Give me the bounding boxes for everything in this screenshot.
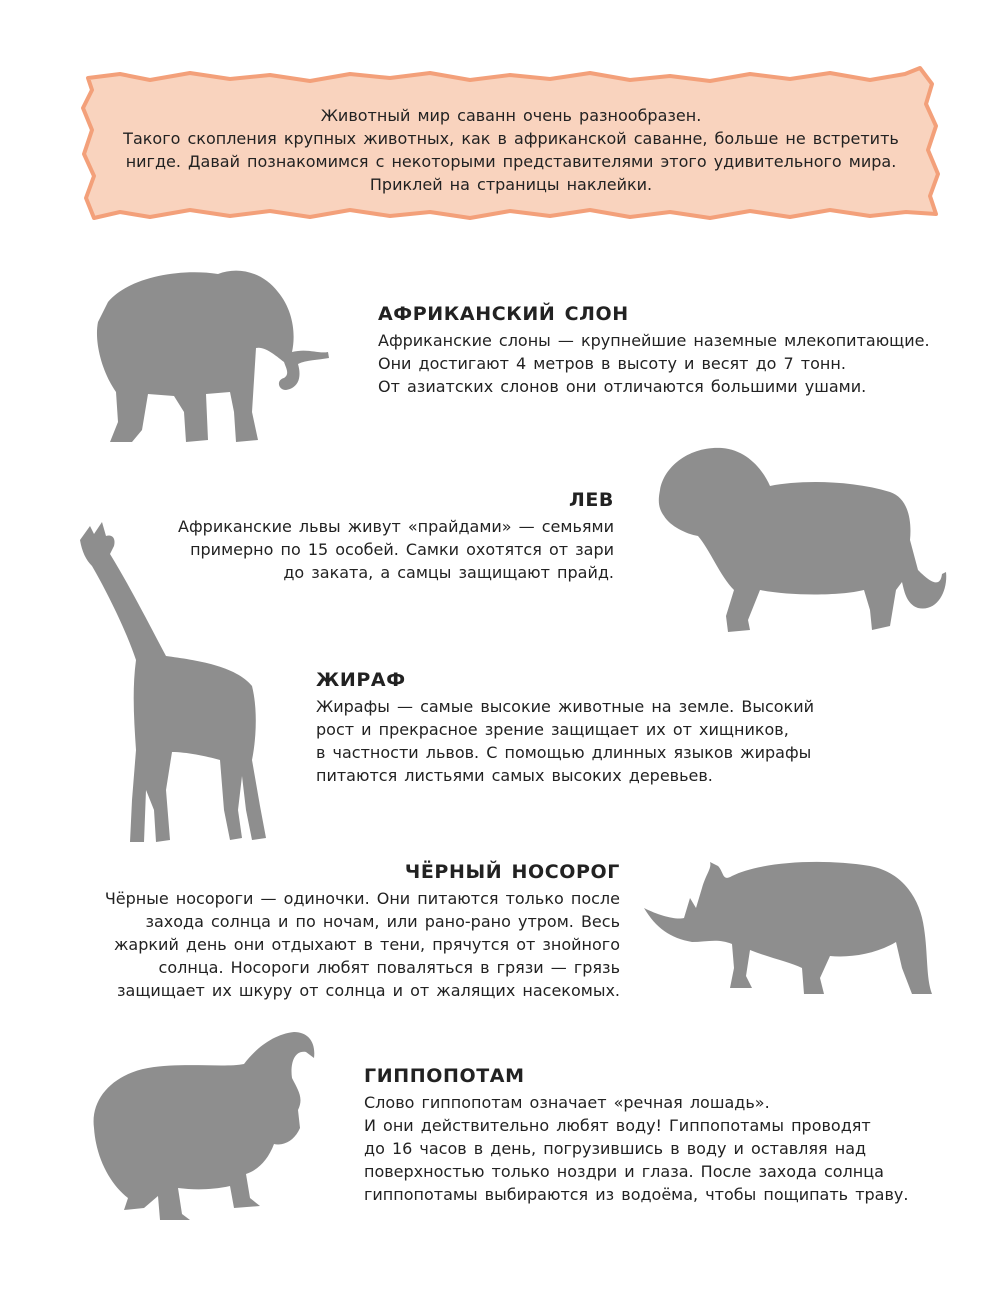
- intro-line: нигде. Давай познакомимся с некоторыми представителями этого удивительного мира.: [125, 152, 897, 171]
- elephant-silhouette-icon: [88, 262, 338, 452]
- section-line: И они действительно любят воду! Гиппопотамы проводят: [364, 1116, 871, 1135]
- intro-banner: [80, 64, 942, 224]
- intro-line: Приклей на страницы наклейки.: [369, 175, 653, 194]
- section-line: От азиатских слонов они отличаются большими ушами.: [378, 377, 867, 396]
- section-line: поверхностью только ноздри и глаза. После захода солнца: [364, 1162, 884, 1181]
- section-line: Чёрные носороги — одиночки. Они питаются только после: [104, 889, 620, 908]
- section-line: защищает их шкуру от солнца и от жалящих насекомых.: [117, 981, 620, 1000]
- hippo-section: [364, 1064, 908, 1206]
- section-line: захода солнца и по ночам, или рано-рано утром. Весь: [145, 912, 620, 931]
- section-line: гиппопотамы выбираются из водоёма, чтобы пощипать траву.: [364, 1185, 909, 1204]
- giraffe-section: [316, 668, 814, 787]
- section-title: ГИППОПОТАМ: [364, 1065, 525, 1087]
- section-line: Слово гиппопотам означает «речная лошадь».: [364, 1093, 770, 1112]
- section-line: питаются листьями самых высоких деревьев.: [316, 766, 713, 785]
- section-title: ЖИРАФ: [316, 669, 406, 691]
- section-line: жаркий день они отдыхают в тени, прячутся от знойного: [114, 935, 620, 954]
- lion-silhouette-icon: [650, 440, 950, 640]
- section-line: Африканские слоны — крупнейшие наземные млекопитающие.: [378, 331, 930, 350]
- section-line: Африканские львы живут «прайдами» — семьями: [178, 517, 614, 536]
- intro-text: [110, 104, 912, 196]
- rhino-section: [105, 860, 620, 1002]
- intro-line: Такого скопления крупных животных, как в африканской саванне, больше не встретить: [123, 129, 899, 148]
- section-title: ЧЁРНЫЙ НОСОРОГ: [404, 861, 620, 883]
- section-line: до заката, а самцы защищают прайд.: [283, 563, 614, 582]
- section-line: солнца. Носороги любят поваляться в грязи — грязь: [158, 958, 620, 977]
- section-line: до 16 часов в день, погрузившись в воду и оставляя над: [364, 1139, 867, 1158]
- section-line: в частности львов. С помощью длинных языков жирафы: [316, 743, 812, 762]
- section-line: Жирафы — самые высокие животные на земле. Высокий: [316, 697, 814, 716]
- section-line: рост и прекрасное зрение защищает их от хищников,: [316, 720, 789, 739]
- section-title: ЛЕВ: [568, 489, 614, 511]
- rhino-silhouette-icon: [640, 858, 940, 998]
- section-title: АФРИКАНСКИЙ СЛОН: [378, 303, 629, 325]
- intro-line: Животный мир саванн очень разнообразен.: [320, 106, 702, 125]
- section-line: Они достигают 4 метров в высоту и весят до 7 тонн.: [378, 354, 846, 373]
- giraffe-silhouette-icon: [76, 520, 276, 850]
- elephant-section: [378, 302, 930, 398]
- hippo-silhouette-icon: [84, 1028, 324, 1228]
- section-line: примерно по 15 особей. Самки охотятся от зари: [190, 540, 614, 559]
